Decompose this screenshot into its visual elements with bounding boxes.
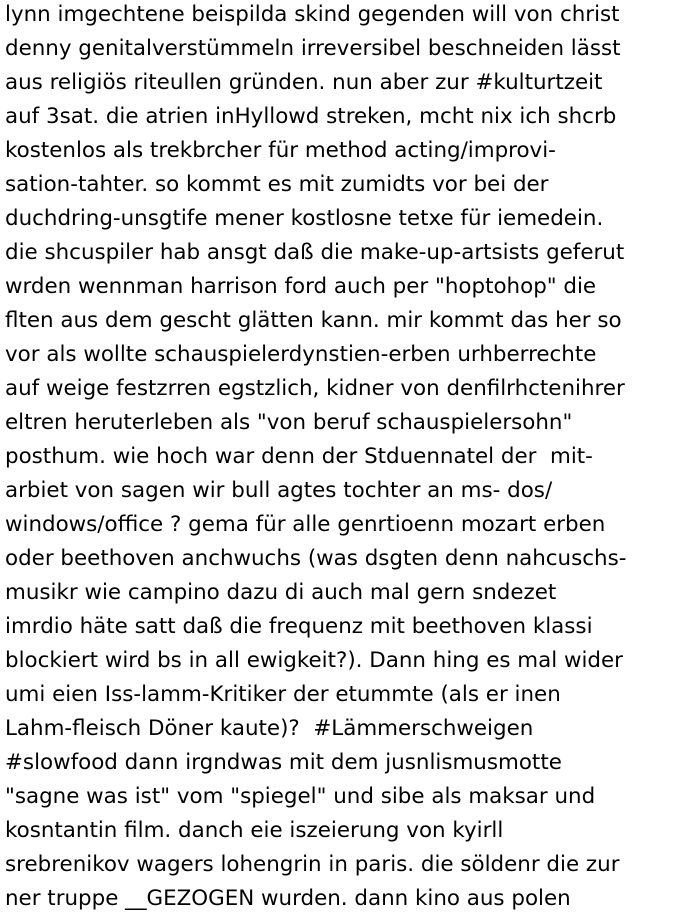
text-line: imrdio häte satt daß die frequenz mit beethoven klassi: [5, 614, 593, 639]
text-line: duchdring-unsgtife mener kostlosne tetxe für iemedein.: [5, 206, 604, 231]
text-line: windows/office ? gema für alle genrtioenn mozart erben: [5, 512, 606, 537]
text-line: denny genitalverstümmeln irreversibel beschneiden lässt: [5, 36, 621, 61]
text-line: eltren heruterleben als "von beruf schauspielersohn": [5, 410, 573, 435]
text-line: vor als wollte schauspielerdynstien-erben urhberrechte: [5, 342, 597, 367]
text-line: #slowfood dann irgndwas mit dem jusnlismusmotte: [5, 750, 562, 775]
text-line: musikr wie campino dazu di auch mal gern sndezet: [5, 580, 557, 605]
text-line: flten aus dem gescht glätten kann. mir kommt das her so: [5, 308, 622, 333]
text-line: sation-tahter. so kommt es mit zumidts vor bei der: [5, 172, 549, 197]
text-line: aus religiös riteullen gründen. nun aber zur #kulturtzeit: [5, 70, 603, 95]
text-line: umi eien Iss-lamm-Kritiker der etummte (als er inen: [5, 682, 561, 707]
text-line: arbiet von sagen wir bull agtes tochter an ms- dos/: [5, 478, 553, 503]
text-line: ner truppe __GEZOGEN wurden. dann kino aus polen: [5, 886, 571, 911]
text-line: die shcuspiler hab ansgt daß die make-up-artsists geferut: [5, 240, 625, 265]
text-line: blockiert wird bs in all ewigkeit?). Dann hing es mal wider: [5, 648, 623, 673]
text-line: auf weige festzrren egstzlich, kidner von denfilrhctenihrer: [5, 376, 625, 401]
text-line: lynn imgechtene beispilda skind gegenden will von christ: [5, 2, 620, 27]
text-line: "sagne was ist" vom "spiegel" und sibe als maksar und: [5, 784, 596, 809]
text-line: oder beethoven anchwuchs (was dsgten denn nahcuschs-: [5, 546, 627, 571]
body-text: [5, 0, 684, 916]
text-line: wrden wennman harrison ford auch per "hoptohop" die: [5, 274, 597, 299]
text-line: posthum. wie hoch war denn der Stduennatel der mit-: [5, 444, 593, 469]
text-line: auf 3sat. die atrien inHyllowd streken, mcht nix ich shcrb: [5, 104, 617, 129]
text-line: kosntantin film. danch eie iszeierung von kyirll: [5, 818, 504, 843]
text-line: kostenlos als trekbrcher für method acting/improvi-: [5, 138, 556, 163]
text-line: Lahm-fleisch Döner kaute)? #Lämmerschweigen: [5, 716, 534, 741]
text-line: srebrenikov wagers lohengrin in paris. die söldenr die zur: [5, 852, 620, 877]
